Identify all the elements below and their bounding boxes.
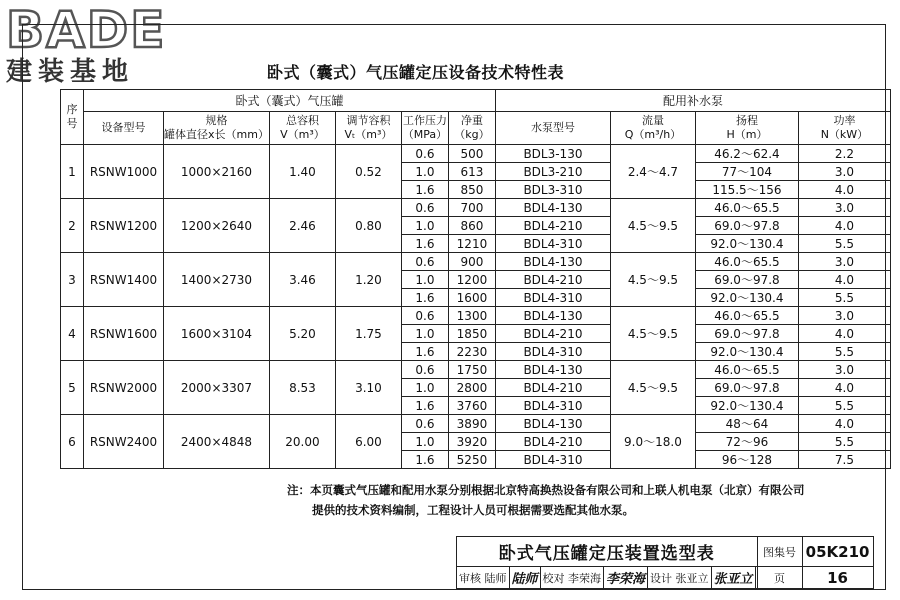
- weight-cell: 1850: [448, 325, 495, 343]
- spec-cell: 2400×4848: [164, 415, 270, 469]
- head-cell: 46.2～62.4: [695, 145, 798, 163]
- pressure-cell: 1.0: [401, 325, 448, 343]
- head-cell: 115.5～156: [695, 181, 798, 199]
- header-tank-group: 卧式（囊式）气压罐: [84, 90, 496, 112]
- power-cell: 5.5: [798, 343, 890, 361]
- header-spec: 规格 罐体直径x长（mm）: [164, 112, 270, 145]
- drawing-title: 卧式气压罐定压装置选型表: [457, 537, 758, 567]
- flow-cell: 4.5～9.5: [610, 199, 695, 253]
- pressure-cell: 1.6: [401, 289, 448, 307]
- power-cell: 4.0: [798, 325, 890, 343]
- pump-model-cell: BDL4-130: [495, 199, 610, 217]
- review-label: 审核 陆师: [457, 567, 510, 589]
- model-cell: RSNW1400: [84, 253, 164, 307]
- pump-model-cell: BDL4-130: [495, 307, 610, 325]
- pressure-cell: 1.0: [401, 163, 448, 181]
- flow-cell: 9.0～18.0: [610, 415, 695, 469]
- spec-cell: 1000×2160: [164, 145, 270, 199]
- flow-cell: 2.4～4.7: [610, 145, 695, 199]
- header-power: 功率 N（kW）: [798, 112, 890, 145]
- pump-model-cell: BDL4-310: [495, 235, 610, 253]
- power-cell: 5.5: [798, 397, 890, 415]
- weight-cell: 3760: [448, 397, 495, 415]
- head-cell: 69.0～97.8: [695, 379, 798, 397]
- header-model: 设备型号: [84, 112, 164, 145]
- header-weight: 净重 （kg）: [448, 112, 495, 145]
- head-cell: 96～128: [695, 451, 798, 469]
- header-total-volume: 总容积 V（m³）: [269, 112, 335, 145]
- power-cell: 7.5: [798, 451, 890, 469]
- head-cell: 69.0～97.8: [695, 271, 798, 289]
- pressure-cell: 1.0: [401, 271, 448, 289]
- model-cell: RSNW1600: [84, 307, 164, 361]
- head-cell: 48～64: [695, 415, 798, 433]
- page-label: 页: [757, 567, 802, 589]
- weight-cell: 1200: [448, 271, 495, 289]
- row-number: 3: [61, 253, 84, 307]
- pressure-cell: 0.6: [401, 361, 448, 379]
- head-cell: 72～96: [695, 433, 798, 451]
- footnote-line-1: 注：本页囊式气压罐和配用水泵分别根据北京特高换热设备有限公司和上联人机电泵（北京）有限公司: [287, 483, 805, 497]
- flow-cell: 4.5～9.5: [610, 253, 695, 307]
- page-number: 16: [802, 567, 873, 589]
- atlas-number: 05K210: [802, 537, 873, 567]
- checker-signature: 李荣海: [604, 567, 648, 589]
- header-head: 扬程 H（m）: [695, 112, 798, 145]
- pressure-cell: 0.6: [401, 199, 448, 217]
- pressure-cell: 1.6: [401, 235, 448, 253]
- pressure-cell: 1.0: [401, 433, 448, 451]
- power-cell: 5.5: [798, 235, 890, 253]
- weight-cell: 860: [448, 217, 495, 235]
- model-cell: RSNW1200: [84, 199, 164, 253]
- total-volume-cell: 3.46: [269, 253, 335, 307]
- weight-cell: 1600: [448, 289, 495, 307]
- spec-cell: 2000×3307: [164, 361, 270, 415]
- total-volume-cell: 1.40: [269, 145, 335, 199]
- pump-model-cell: BDL4-310: [495, 289, 610, 307]
- power-cell: 4.0: [798, 217, 890, 235]
- power-cell: 4.0: [798, 379, 890, 397]
- pump-model-cell: BDL4-130: [495, 415, 610, 433]
- head-cell: 92.0～130.4: [695, 397, 798, 415]
- pump-model-cell: BDL4-310: [495, 343, 610, 361]
- row-number: 6: [61, 415, 84, 469]
- spec-table: [60, 89, 891, 469]
- pressure-cell: 0.6: [401, 145, 448, 163]
- title-block: [456, 536, 874, 589]
- weight-cell: 3920: [448, 433, 495, 451]
- reviewer-name: 陆师: [484, 571, 507, 585]
- power-cell: 5.5: [798, 433, 890, 451]
- pump-model-cell: BDL3-130: [495, 145, 610, 163]
- pump-model-cell: BDL4-310: [495, 451, 610, 469]
- weight-cell: 613: [448, 163, 495, 181]
- power-cell: 2.2: [798, 145, 890, 163]
- pressure-cell: 1.6: [401, 181, 448, 199]
- weight-cell: 1210: [448, 235, 495, 253]
- head-cell: 69.0～97.8: [695, 217, 798, 235]
- table-row: [61, 415, 891, 433]
- header-no: 序 号: [61, 90, 84, 145]
- power-cell: 3.0: [798, 253, 890, 271]
- check-label: 校对 李荣海: [540, 567, 604, 589]
- head-cell: 46.0～65.5: [695, 199, 798, 217]
- head-cell: 92.0～130.4: [695, 343, 798, 361]
- pressure-cell: 1.0: [401, 379, 448, 397]
- table-row: [61, 145, 891, 163]
- pressure-cell: 1.6: [401, 343, 448, 361]
- pump-model-cell: BDL4-130: [495, 361, 610, 379]
- power-cell: 3.0: [798, 199, 890, 217]
- checker-name: 李荣海: [568, 571, 602, 585]
- row-number: 2: [61, 199, 84, 253]
- pump-model-cell: BDL4-130: [495, 253, 610, 271]
- head-cell: 92.0～130.4: [695, 235, 798, 253]
- power-cell: 3.0: [798, 307, 890, 325]
- adjust-volume-cell: 3.10: [335, 361, 401, 415]
- model-cell: RSNW2400: [84, 415, 164, 469]
- power-cell: 3.0: [798, 361, 890, 379]
- pump-model-cell: BDL3-310: [495, 181, 610, 199]
- adjust-volume-cell: 1.75: [335, 307, 401, 361]
- head-cell: 92.0～130.4: [695, 289, 798, 307]
- logo-brand: BADE: [6, 1, 167, 59]
- adjust-volume-cell: 0.52: [335, 145, 401, 199]
- table-row: [61, 361, 891, 379]
- pump-model-cell: BDL3-210: [495, 163, 610, 181]
- weight-cell: 850: [448, 181, 495, 199]
- header-pressure: 工作压力 （MPa）: [401, 112, 448, 145]
- total-volume-cell: 5.20: [269, 307, 335, 361]
- table-title: 卧式（囊式）气压罐定压设备技术特性表: [267, 63, 565, 82]
- spec-cell: 1600×3104: [164, 307, 270, 361]
- pump-model-cell: BDL4-210: [495, 325, 610, 343]
- footnote-line-2: 提供的技术资料编制，工程设计人员可根据需要选配其他水泵。: [312, 503, 634, 517]
- reviewer-signature: 陆师: [509, 567, 540, 589]
- head-cell: 46.0～65.5: [695, 253, 798, 271]
- power-cell: 4.0: [798, 415, 890, 433]
- spec-cell: 1200×2640: [164, 199, 270, 253]
- pump-model-cell: BDL4-310: [495, 397, 610, 415]
- pressure-cell: 0.6: [401, 415, 448, 433]
- pressure-cell: 1.6: [401, 397, 448, 415]
- design-label: 设计 张亚立: [648, 567, 712, 589]
- pump-model-cell: BDL4-210: [495, 271, 610, 289]
- weight-cell: 3890: [448, 415, 495, 433]
- pressure-cell: 1.6: [401, 451, 448, 469]
- total-volume-cell: 2.46: [269, 199, 335, 253]
- designer-signature: 张亚立: [711, 567, 755, 589]
- flow-cell: 4.5～9.5: [610, 307, 695, 361]
- total-volume-cell: 20.00: [269, 415, 335, 469]
- header-adjust-volume: 调节容积 Vₜ（m³）: [335, 112, 401, 145]
- pressure-cell: 0.6: [401, 307, 448, 325]
- pressure-cell: 1.0: [401, 217, 448, 235]
- pump-model-cell: BDL4-210: [495, 217, 610, 235]
- row-number: 5: [61, 361, 84, 415]
- weight-cell: 2800: [448, 379, 495, 397]
- power-cell: 4.0: [798, 181, 890, 199]
- spec-table-body: [61, 145, 891, 469]
- pressure-cell: 0.6: [401, 253, 448, 271]
- head-cell: 77～104: [695, 163, 798, 181]
- head-cell: 46.0～65.5: [695, 361, 798, 379]
- weight-cell: 5250: [448, 451, 495, 469]
- table-row: [61, 253, 891, 271]
- table-row: [61, 199, 891, 217]
- row-number: 4: [61, 307, 84, 361]
- power-cell: 4.0: [798, 271, 890, 289]
- header-pump-model: 水泵型号: [495, 112, 610, 145]
- atlas-label: 图集号: [757, 537, 802, 567]
- head-cell: 69.0～97.8: [695, 325, 798, 343]
- spec-cell: 1400×2730: [164, 253, 270, 307]
- weight-cell: 2230: [448, 343, 495, 361]
- row-number: 1: [61, 145, 84, 199]
- head-cell: 46.0～65.5: [695, 307, 798, 325]
- header-flow: 流量 Q（m³/h）: [610, 112, 695, 145]
- logo-subtitle: 建装基地: [6, 57, 135, 87]
- pump-model-cell: BDL4-210: [495, 433, 610, 451]
- power-cell: 5.5: [798, 289, 890, 307]
- table-row: [61, 307, 891, 325]
- flow-cell: 4.5～9.5: [610, 361, 695, 415]
- footnote: [287, 480, 805, 520]
- total-volume-cell: 8.53: [269, 361, 335, 415]
- weight-cell: 700: [448, 199, 495, 217]
- weight-cell: 900: [448, 253, 495, 271]
- power-cell: 3.0: [798, 163, 890, 181]
- designer-name: 张亚立: [675, 571, 709, 585]
- model-cell: RSNW2000: [84, 361, 164, 415]
- weight-cell: 500: [448, 145, 495, 163]
- weight-cell: 1750: [448, 361, 495, 379]
- adjust-volume-cell: 6.00: [335, 415, 401, 469]
- pump-model-cell: BDL4-210: [495, 379, 610, 397]
- header-pump-group: 配用补水泵: [495, 90, 890, 112]
- model-cell: RSNW1000: [84, 145, 164, 199]
- adjust-volume-cell: 0.80: [335, 199, 401, 253]
- adjust-volume-cell: 1.20: [335, 253, 401, 307]
- weight-cell: 1300: [448, 307, 495, 325]
